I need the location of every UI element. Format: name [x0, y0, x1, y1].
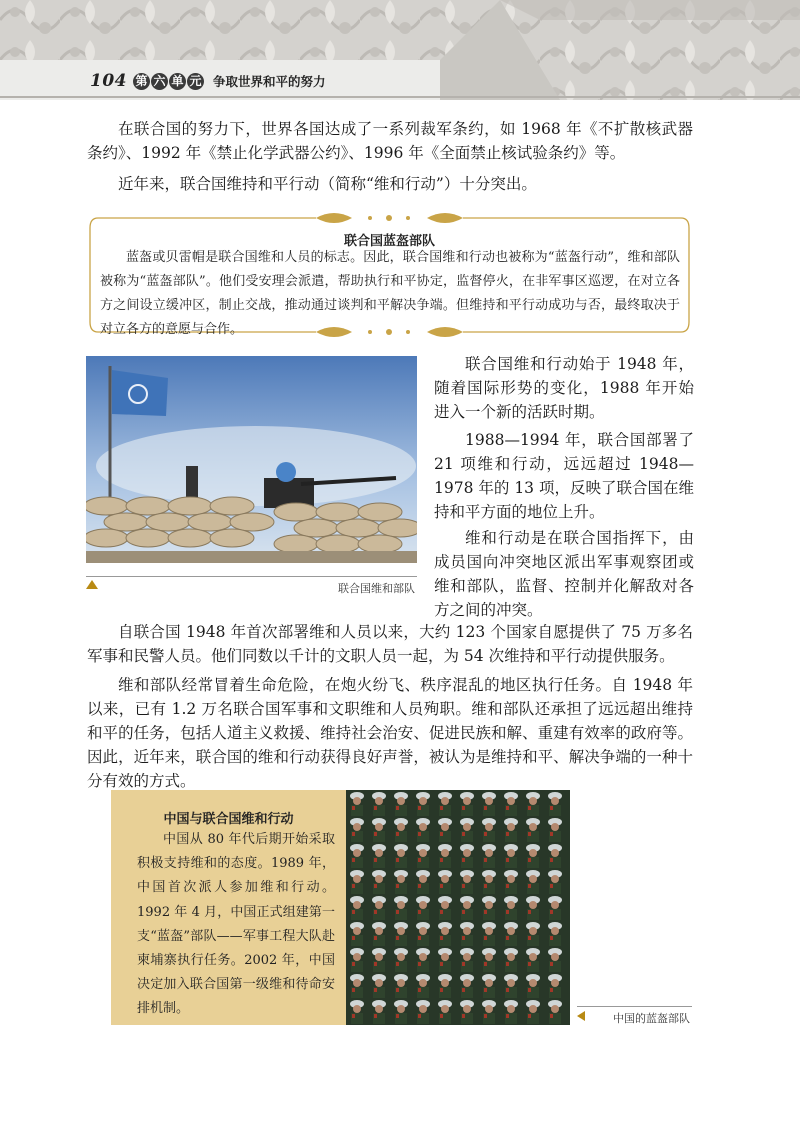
china-peacekeeping-panel — [111, 790, 346, 1025]
china-blue-helmet-photo — [346, 790, 570, 1025]
unit-char: 元 — [187, 73, 204, 90]
china-panel-title: 中国与联合国维和行动 — [163, 812, 294, 827]
photo1-caption-bar — [86, 576, 417, 595]
paragraph-peacekeeping-start: 联合国维和行动始于 1948 年，随着国际形势的变化，1988 年开始进入一个新的活跃时期。 — [434, 355, 694, 421]
caption-triangle-icon — [86, 580, 98, 589]
blue-helmet-box-title: 联合国蓝盔部队 — [343, 234, 435, 249]
photo1-caption: 联合国维和部队 — [338, 582, 415, 595]
paragraph-peacekeeping-growth: 1988—1994 年，联合国部署了 21 项维和行动，远远超过 1948—1978 年的 13 项，反映了联合国在维持和平方面的地位上升。 — [434, 431, 694, 521]
page-number: 104 — [90, 71, 127, 91]
photo2-caption-bar — [577, 1006, 692, 1025]
paragraph-peacekeeping-definition: 维和行动是在联合国指挥下，由成员国向冲突地区派出军事观察团或维和部队，监督、控制并化解敌对各方之间的冲突。 — [434, 529, 694, 619]
blue-helmet-box-text: 蓝盔或贝雷帽是联合国维和人员的标志。因此，联合国维和行动也被称为“蓝盔行动”，维和部队被称为“蓝盔部队”。他们受安理会派遣，帮助执行和平协定，监督停火，在非军事区巡逻，在对立各方之间设立缓冲区，制止交战，推动通过谈判和平解决争端。但维持和平行动成功与否，最终取决于对立各方的意愿与合作。 — [100, 250, 680, 337]
un-peacekeepers-photo — [86, 356, 417, 563]
unit-badge — [133, 73, 205, 90]
photo-illustration — [86, 356, 417, 563]
china-panel-text: 中国从 80 年代后期开始采取积极支持维和的态度。1989 年，中国首次派人参加维和行动。1992 年 4 月，中国正式组建第一支“蓝盔”部队——军事工程大队赴柬埔寨执行任务。2002 年，中国决定加入联合国第一级维和待命安排机制。 — [137, 832, 335, 1017]
unit-char: 单 — [169, 73, 186, 90]
photo2-caption: 中国的蓝盔部队 — [613, 1012, 690, 1025]
caption-triangle-icon — [577, 1011, 585, 1021]
blue-helmet-info-box — [86, 204, 693, 344]
page-header — [0, 0, 800, 100]
unit-char: 第 — [133, 73, 150, 90]
unit-char: 六 — [151, 73, 168, 90]
paragraph-risks: 维和部队经常冒着生命危险，在炮火纷飞、秩序混乱的地区执行任务。自 1948 年以来，已有 1.2 万名联合国军事和文职维和人员殉职。维和部队还承担了远远超出维持和平的任务，包括人道主义救援、维持社会治安、促进民族和解、重建有效率的政府等。因此，近年来，联合国的维和行动获得良好声誉，被认为是维持和平、解决争端的一种十分有效的方式。 — [87, 676, 693, 790]
paragraph-peacekeeping-intro: 近年来，联合国维持和平行动（简称“维和行动”）十分突出。 — [118, 175, 537, 193]
unit-title: 争取世界和平的努力 — [213, 74, 326, 89]
paragraph-personnel: 自联合国 1948 年首次部署维和人员以来，大约 123 个国家自愿提供了 75 万多名军事和民警人员。他们同数以千计的文职人员一起，为 54 次维持和平行动提供服务。 — [87, 623, 693, 665]
paragraph-disarmament: 在联合国的努力下，世界各国达成了一系列裁军条约，如 1968 年《不扩散核武器条约》、1992 年《禁止化学武器公约》、1996 年《全面禁止核试验条约》等。 — [87, 120, 693, 162]
troops-illustration — [346, 790, 570, 1025]
